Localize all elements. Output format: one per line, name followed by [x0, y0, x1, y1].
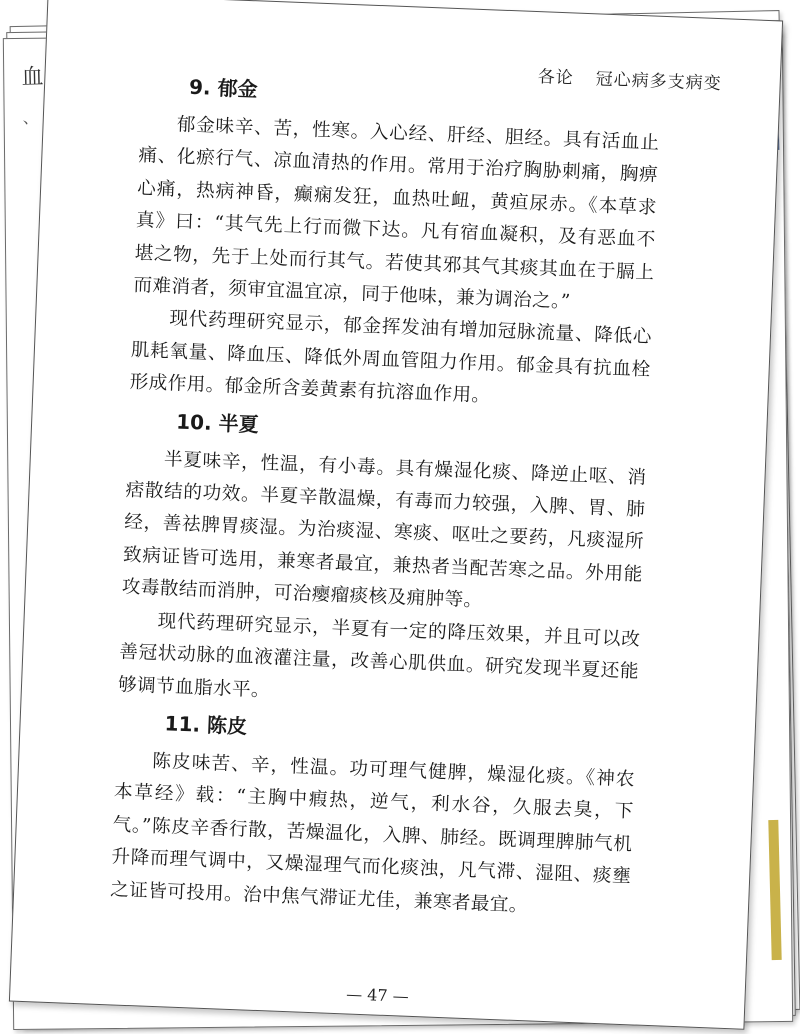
underlying-page-mark: 、 [22, 107, 39, 128]
paragraph: 郁金味辛、苦，性寒。入心经、肝经、胆经。具有活血止痛、化瘀行气、凉血清热的作用。常用于治疗胸胁刺痛，胸痹心痛，热病神昏，癫痫发狂，血热吐衄，黄疸尿赤。《本草求真》曰：“其气先上行而微下达。凡有宿血凝积，及有恶血不堪之物，先于上处而行其气。若使其邪其气其痰其血在于膈上而难消者，须审宜温宜凉，同于他味，兼为调治之。” [133, 114, 660, 313]
section-yujin [129, 71, 661, 419]
underlying-page-text [21, 60, 45, 129]
book-page [9, 0, 783, 1030]
paragraph: 陈皮味苦、辛，性温。功可理气健脾，燥湿化痰。《神农本草经》载：“主胸中瘕热，逆气，利水谷，久服去臭，下气。”陈皮辛香行散，苦燥温化，入脾、肺经。既调理脾肺气机升降而理气调中，又燥湿理气而化痰浊，凡气滞、湿阻、痰壅之证皆可投用。治中焦气滞证尤佳，兼寒者最宜。 [109, 750, 636, 916]
header-chapter: 冠心病多支病变 [595, 69, 723, 95]
section-heading: 9. 郁金 [188, 74, 259, 102]
section-heading: 10. 半夏 [175, 409, 260, 437]
section-chenpi [110, 707, 637, 926]
paragraph: 现代药理研究显示，半夏有一定的降压效果，并且可以改善冠状动脉的血液灌注量，改善心肌供血。研究发现半夏还能够调节血脂水平。 [117, 610, 641, 701]
page-body [109, 71, 661, 932]
section-heading: 11. 陈皮 [164, 711, 248, 739]
section-banxia [117, 405, 648, 721]
paragraph: 半夏味辛，性温，有小毒。具有燥湿化痰、降逆止呕、消痞散结的功效。半夏辛散温燥，有毒而力较强，入脾、胃、肺经，善祛脾胃痰湿。为治痰湿、寒痰、呕吐之要药，凡痰湿所致病证皆可选用，兼寒者最宜，兼热者当配苦寒之品。外用能攻毒散结而消肿，可治瘿瘤痰核及痈肿等。 [121, 448, 647, 612]
paragraph: 现代药理研究显示，郁金挥发油有增加冠脉流量、降低心肌耗氧量、降血压、降低外周血管阻力作用。郁金具有抗血栓形成作用。郁金所含姜黄素有抗溶血作用。 [129, 308, 653, 407]
page-number: — 47 — [345, 984, 410, 1006]
underlying-page-char: 血 [21, 64, 44, 91]
header-section: 各论 [537, 67, 575, 89]
